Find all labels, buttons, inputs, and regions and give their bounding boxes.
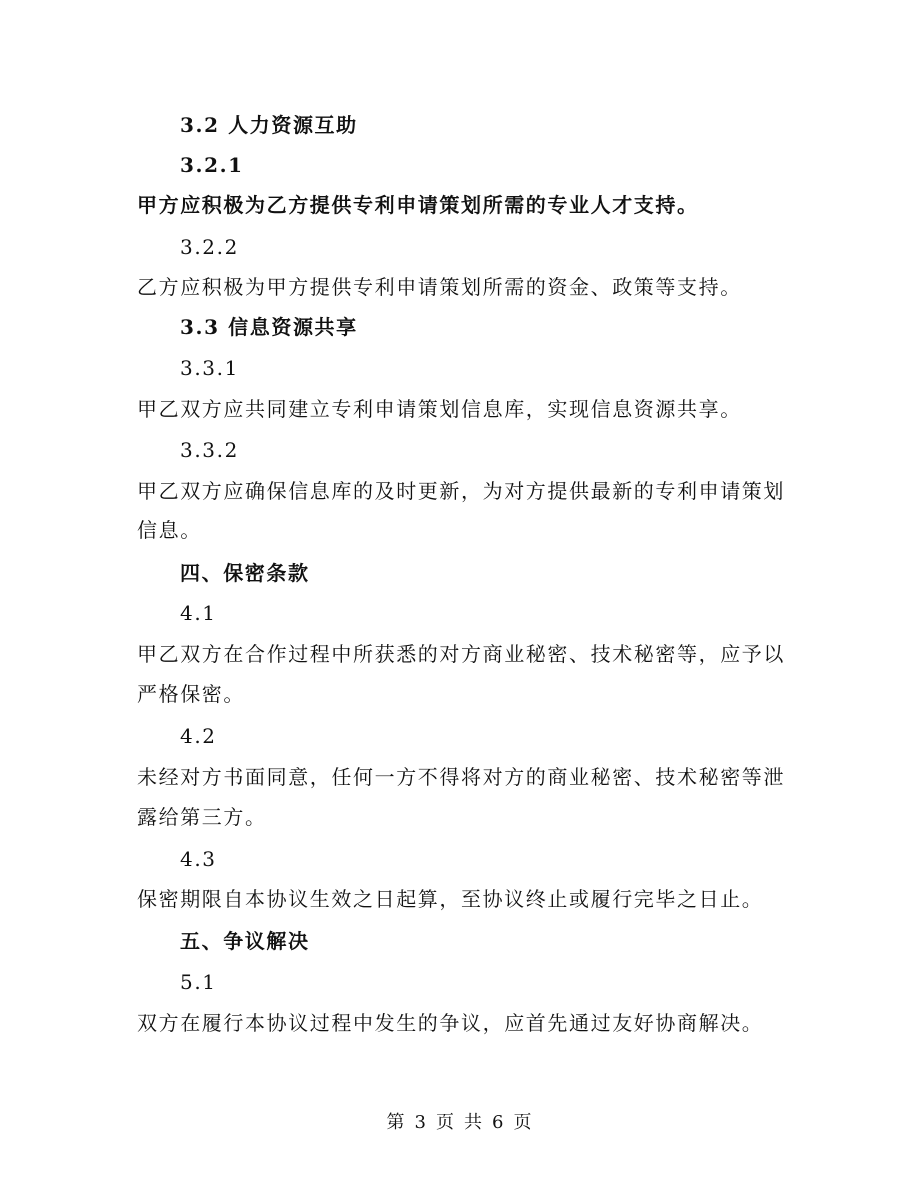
section-heading-3-2: 3.2 人力资源互助	[180, 113, 358, 137]
clause-text-3-3-2-line1: 甲乙双方应确保信息库的及时更新，为对方提供最新的专利申请策划	[137, 479, 785, 503]
clause-number-4-3: 4.3	[180, 847, 217, 871]
clause-number-3-2-1: 3.2.1	[180, 153, 244, 177]
section-heading-3-3: 3.3 信息资源共享	[180, 315, 358, 339]
section-heading-4: 四、保密条款	[180, 561, 310, 585]
footer-label-page: 第	[386, 1112, 407, 1133]
clause-text-3-2-1: 甲方应积极为乙方提供专利申请策划所需的专业人才支持。	[137, 193, 699, 217]
page-footer	[0, 1110, 920, 1136]
clause-number-3-2-2: 3.2.2	[180, 235, 239, 259]
clause-number-3-3-2: 3.3.2	[180, 438, 239, 462]
clause-text-3-3-1: 甲乙双方应共同建立专利申请策划信息库，实现信息资源共享。	[137, 397, 742, 421]
section-heading-5: 五、争议解决	[180, 929, 310, 953]
clause-text-3-3-2-line2: 信息。	[137, 518, 202, 542]
footer-total-pages: 6	[492, 1112, 506, 1133]
clause-number-5-1: 5.1	[180, 970, 217, 994]
footer-label-total: 共	[464, 1112, 484, 1133]
clause-text-4-1-line1: 甲乙双方在合作过程中所获悉的对方商业秘密、技术秘密等，应予以	[137, 642, 785, 666]
clause-text-4-2-line2: 露给第三方。	[137, 805, 267, 829]
footer-label-page-unit: 页	[436, 1112, 456, 1133]
footer-label-total-unit: 页	[513, 1112, 534, 1133]
clause-number-4-1: 4.1	[180, 601, 217, 625]
clause-text-4-2-line1: 未经对方书面同意，任何一方不得将对方的商业秘密、技术秘密等泄	[137, 765, 785, 789]
clause-number-3-3-1: 3.3.1	[180, 356, 239, 380]
clause-text-4-3: 保密期限自本协议生效之日起算，至协议终止或履行完毕之日止。	[137, 887, 764, 911]
footer-current-page: 3	[414, 1112, 428, 1133]
clause-text-4-1-line2: 严格保密。	[137, 682, 245, 706]
clause-text-3-2-2: 乙方应积极为甲方提供专利申请策划所需的资金、政策等支持。	[137, 275, 742, 299]
clause-number-4-2: 4.2	[180, 724, 217, 748]
clause-text-5-1: 双方在履行本协议过程中发生的争议，应首先通过友好协商解决。	[137, 1011, 764, 1035]
